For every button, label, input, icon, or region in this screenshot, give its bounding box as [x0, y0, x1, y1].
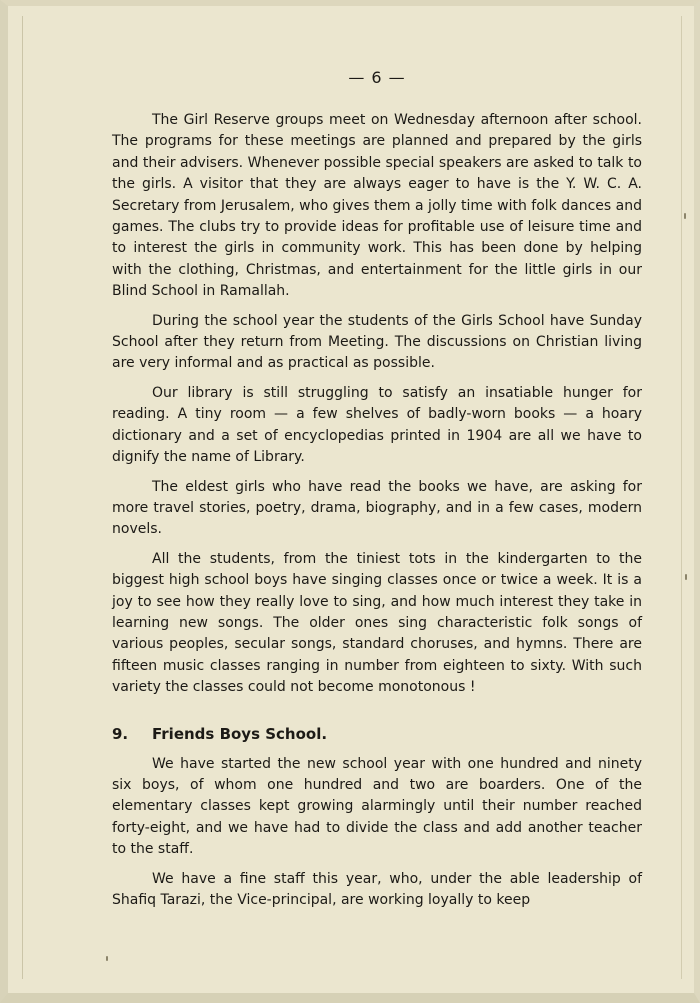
- paper-speck: [106, 956, 108, 961]
- paragraph-eldest-girls: The eldest girls who have read the books we have, are asking for more travel stories, poetry, drama, biography, and in a few cases, modern novels.: [112, 478, 642, 538]
- paragraph-sunday-school: During the school year the students of the Girls School have Sunday School after they return from Meeting. The discussions on Christian living are very informal and as practical as possible.: [112, 312, 642, 372]
- page-text: [112, 64, 642, 919]
- paragraph-girl-reserve: The Girl Reserve groups meet on Wednesday afternoon after school. The programs for these meetings are planned and prepared by the girls and their advisers. Whenever possible special speakers are asked to talk to the girls. A visitor that they are always eager to have is the Y. W. C. A. Secretary from Jerusalem, who gives them a jolly time with folk dances and games. The clubs try to provide ideas for profitable use of leisure time and to interest the girls in community work. This has been done by helping with the clothing, Christmas, and entertainment for the little girls in our Blind School in Ramallah.: [112, 112, 642, 300]
- page-edge-right: [681, 16, 682, 979]
- paragraph-boys-enrollment: We have started the new school year with one hundred and ninety six boys, of whom one hundred and two are boarders. One of the elementary classes kept growing alarmingly until their number reached forty-eight, and we have had to divide the class and add another teacher to the staff.: [112, 755, 642, 858]
- section-number: 9.: [112, 724, 129, 743]
- paragraph-staff: We have a fine staff this year, who, under the able leadership of Shafiq Tarazi, the Vice-principal, are working loyally to keep: [112, 870, 642, 908]
- page-number: — 6 —: [348, 68, 406, 87]
- paper-speck: [684, 213, 686, 219]
- paragraph-singing-classes: All the students, from the tiniest tots in the kindergarten to the biggest high school boys have singing classes once or twice a week. It is a joy to see how they really love to sing, and how much interest they take in learning new songs. The older ones sing characteristic folk songs of various peoples, secular songs, standard choruses, and hymns. There are fifteen music classes ranging in number from eighteen to sixty. With such variety the classes could not become monotonous !: [112, 550, 642, 696]
- section-heading: [112, 723, 642, 745]
- paper-speck: [685, 574, 687, 580]
- section-title: Friends Boys School.: [152, 724, 328, 743]
- page-edge-left: [22, 16, 23, 979]
- paragraph-library: Our library is still struggling to satisfy an insatiable hunger for reading. A tiny room — a few shelves of badly-worn books — a hoary dictionary and a set of encyclopedias printed in 1904 are all we have to dignify the name of Library.: [112, 384, 642, 466]
